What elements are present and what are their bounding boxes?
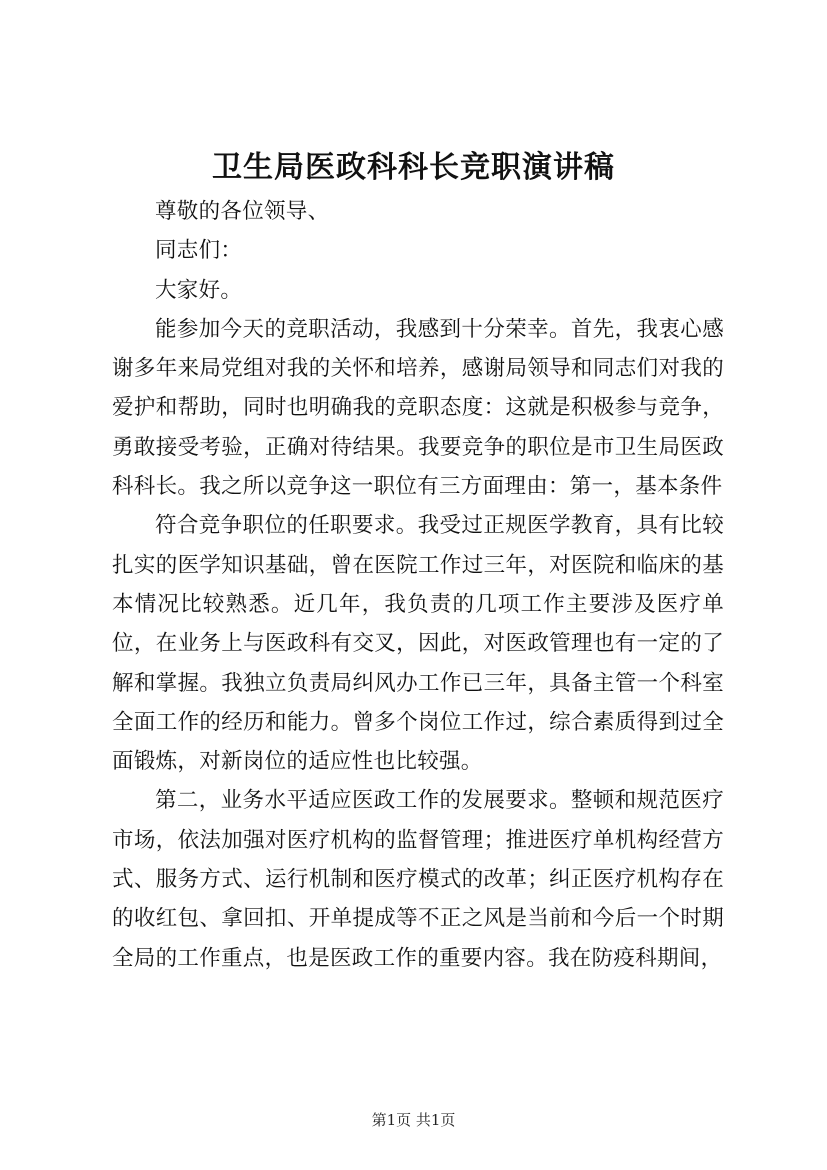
paragraph-3: 第二，业务水平适应医政工作的发展要求。整顿和规范医疗市场，依法加强对医疗机构的监督管理；推进医疗单机构经营方式、服务方式、运行机制和医疗模式的改革；纠正医疗机构存在的收红包、拿回扣、开单提成等不正之风是当前和今后一个时期全局的工作重点，也是医政工作的重要内容。我在防疫科期间， bbox=[112, 788, 724, 971]
page-footer: 第1页 共1页 bbox=[371, 1111, 456, 1129]
document-body bbox=[112, 192, 724, 978]
greeting-line: 大家好。 bbox=[155, 277, 243, 303]
salutation-line-2: 同志们： bbox=[155, 238, 243, 264]
paragraph-2: 符合竞争职位的任职要求。我受过正规医学教育，具有比较扎实的医学知识基础，曾在医院工作过三年，对医院和临床的基本情况比较熟悉。近几年，我负责的几项工作主要涉及医疗单位，在业务上与医政科有交叉，因此，对医政管理也有一定的了解和掌握。我独立负责局纠风办工作已三年，具备主管一个科室全面工作的经历和能力。曾多个岗位工作过，综合素质得到过全面锻炼，对新岗位的适应性也比较强。 bbox=[112, 513, 724, 775]
salutation-line-1: 尊敬的各位领导、 bbox=[155, 199, 330, 224]
paragraph-1: 能参加今天的竞职活动，我感到十分荣幸。首先，我衷心感谢多年来局党组对我的关怀和培养，感谢局领导和同志们对我的爱护和帮助，同时也明确我的竞职态度：这就是积极参与竞争，勇敢接受考验，正确对待结果。我要竞争的职位是市卫生局医政科科长。我之所以竞争这一职位有三方面理由：第一，基本条件 bbox=[112, 316, 724, 500]
document-title: 卫生局医政科科长竞职演讲稿 bbox=[212, 150, 615, 185]
